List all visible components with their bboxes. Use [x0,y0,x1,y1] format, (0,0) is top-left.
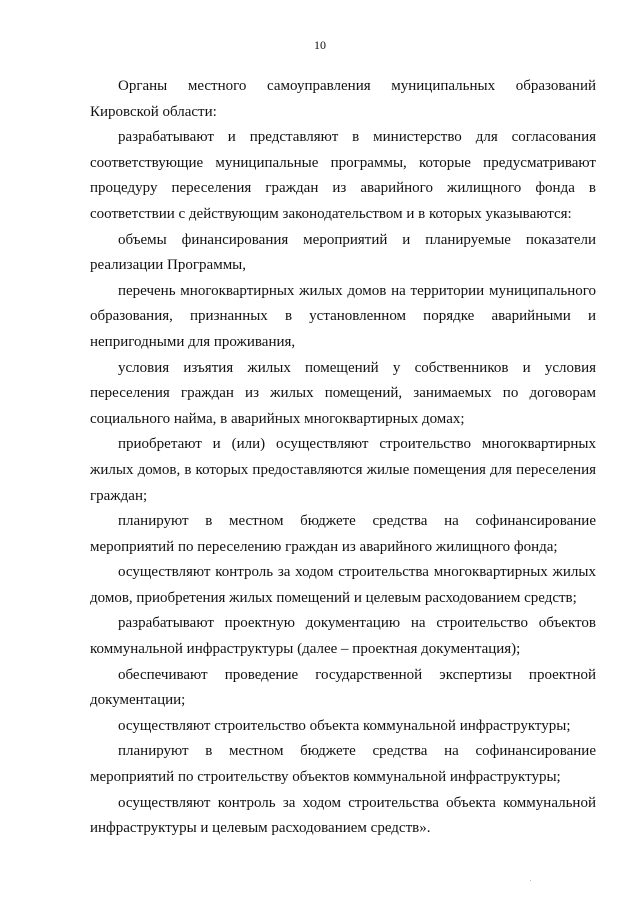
paragraph-1: Органы местного самоуправления муниципальных образований Кировской области: [90,78,596,120]
paragraph-4: перечень многоквартирных жилых домов на территории муниципального образования, признанных в установленном порядке аварийными и непригодными для проживания, [90,282,596,350]
paragraph-2: разрабатывают и представляют в министерство для согласования соответствующие муниципальные программы, которые предусматривают процедуру переселения граждан из аварийного жилищного фонда в соответствии с действующим законодательством и в которых указываются: [90,129,596,222]
paragraph-12: планируют в местном бюджете средства на софинансирование мероприятий по строительству объектов коммунальной инфраструктуры; [90,743,596,786]
paragraph-7: планируют в местном бюджете средства на софинансирование мероприятий по переселению граждан из аварийного жилищного фонда; [90,513,596,555]
paragraph-5: условия изъятия жилых помещений у собственников и условия переселения граждан из жилых помещений, занимаемых по договорам социального найма, в аварийных многоквартирных домах; [90,359,596,427]
paragraph-3: объемы финансирования мероприятий и планируемые показатели реализации Программы, [90,231,596,274]
paragraph-13: осуществляют контроль за ходом строительства объекта коммунальной инфраструктуры и целевым расходованием средств». [90,794,596,837]
paragraph-10: обеспечивают проведение государственной экспертизы проектной документации; [90,666,596,709]
paragraph-8: осуществляют контроль за ходом строительства многоквартирных жилых домов, приобретения жилых помещений и целевым расходованием средств; [90,564,596,606]
paragraph-9: разрабатывают проектную документацию на строительство объектов коммунальной инфраструктуры (далее – проектная документация); [90,615,596,658]
scan-dot [530,880,531,881]
page-number: 10 [314,38,326,52]
paragraph-6: приобретают и (или) осуществляют строительство многоквартирных жилых домов, в которых предоставляются жилые помещения для переселения граждан; [90,436,596,504]
paragraph-11: осуществляют строительство объекта коммунальной инфраструктуры; [118,717,571,734]
document-body [90,74,596,842]
